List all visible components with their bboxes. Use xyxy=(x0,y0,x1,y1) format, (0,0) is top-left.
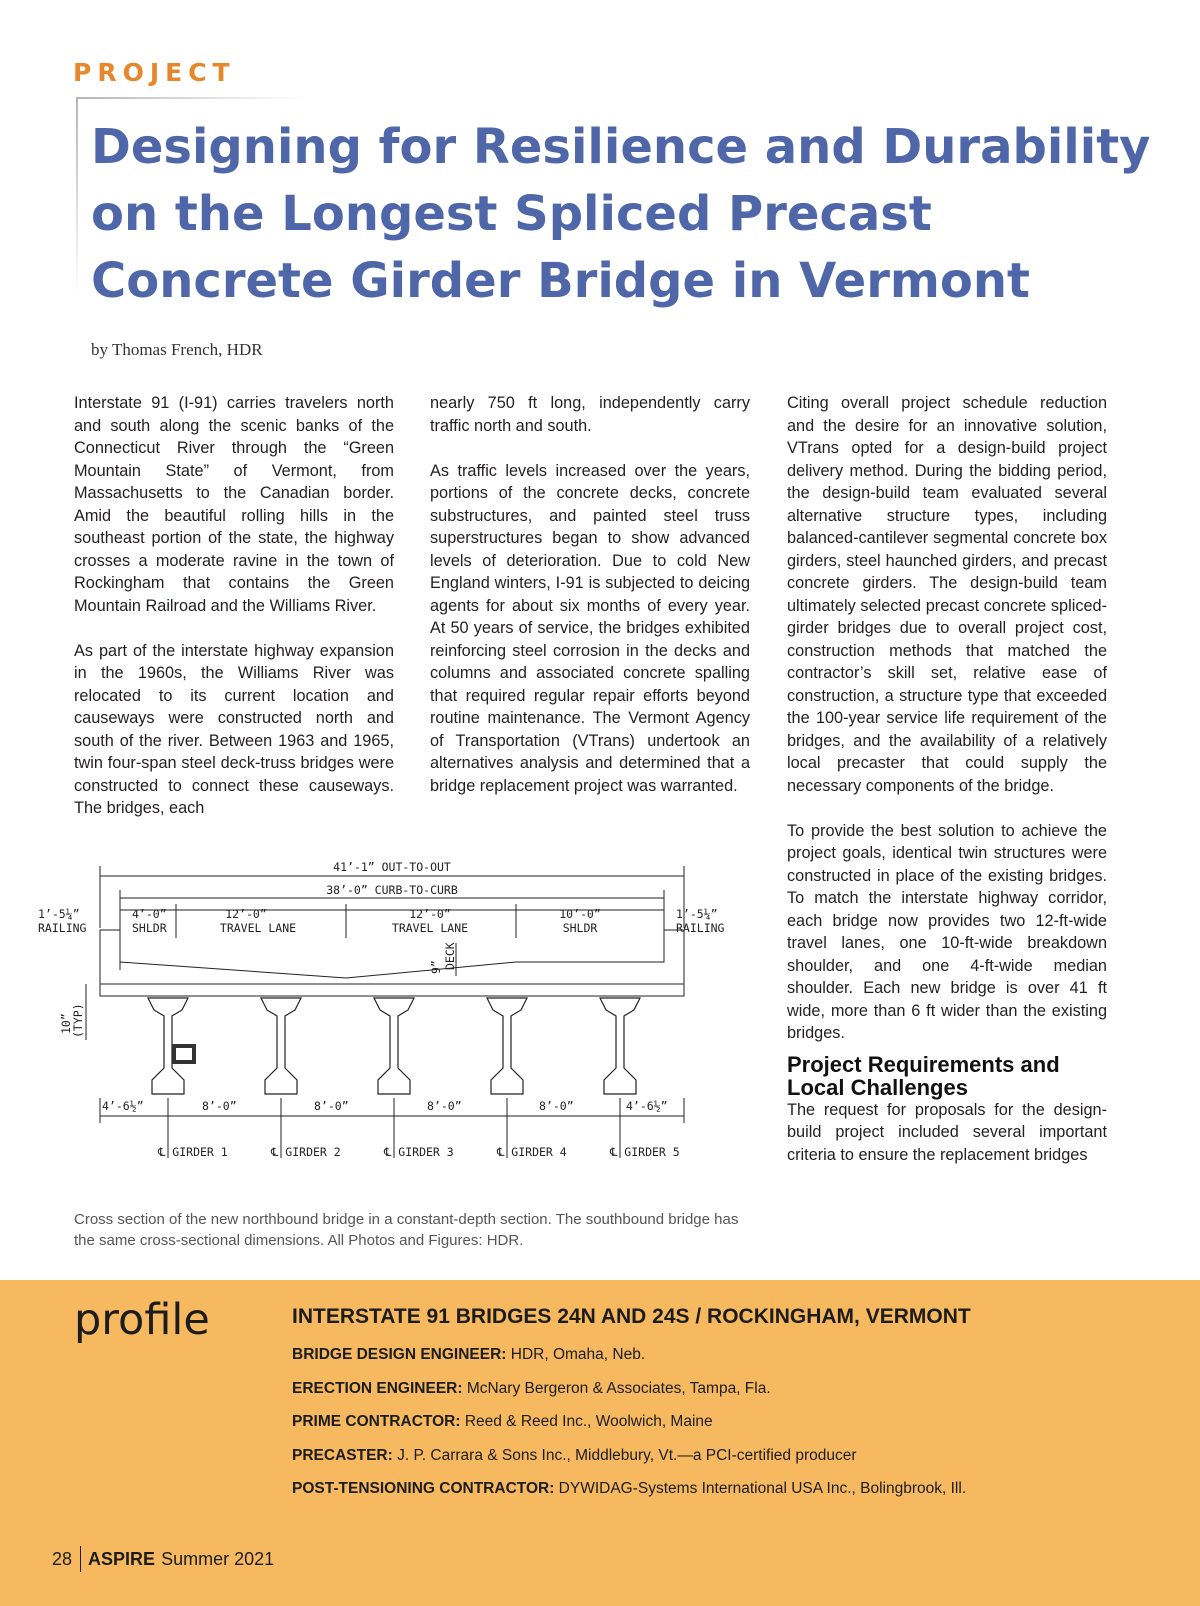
title-frame-top xyxy=(76,97,306,99)
spacing-label: 8’-0” xyxy=(427,1099,462,1113)
title-frame-left xyxy=(76,97,78,297)
profile-row xyxy=(292,1379,1172,1399)
profile-heading: INTERSTATE 91 BRIDGES 24N AND 24S / ROCKINGHAM, VERMONT xyxy=(292,1305,971,1328)
profile-row xyxy=(292,1345,1172,1365)
girder-5-shape xyxy=(600,998,640,1094)
paragraph: nearly 750 ft long, independently carry traffic north and south. xyxy=(430,394,750,435)
shldr-left-dim: 4’-0” xyxy=(132,907,167,921)
footer-divider xyxy=(80,1546,81,1572)
page-number: 28 xyxy=(52,1548,73,1569)
figure-caption: Cross section of the new northbound bridge in a constant-depth section. The southbound bridge has the same cross-sectional dimensions. All Photos and Figures: HDR. xyxy=(74,1211,739,1249)
shldr-right-label: SHLDR xyxy=(562,921,598,935)
profile-row-label: PRIME CONTRACTOR: xyxy=(292,1413,461,1430)
lane2-dim: 12’-0” xyxy=(409,907,451,921)
shldr-right-dim: 10’-0” xyxy=(559,907,601,921)
lane1-dim: 12’-0” xyxy=(225,907,267,921)
byline: by Thomas French, HDR xyxy=(91,340,263,359)
profile-row xyxy=(292,1479,1172,1499)
section-heading: Project Requirements and Local Challenges xyxy=(787,1051,1060,1100)
girder-label: ℄ GIRDER 5 xyxy=(610,1145,680,1159)
haunch-dim: 10” xyxy=(59,1013,73,1034)
deck-dim: 9” xyxy=(429,960,443,974)
profile-row-value: HDR, Omaha, Neb. xyxy=(510,1346,646,1363)
page-footer xyxy=(52,1546,274,1572)
lane1-label: TRAVEL LANE xyxy=(219,921,297,935)
out-to-out-label: 41’-1” OUT-TO-OUT xyxy=(333,860,451,874)
profile-rows xyxy=(292,1345,1172,1513)
section-label: PROJECT xyxy=(73,58,236,87)
lane2-label: TRAVEL LANE xyxy=(391,921,469,935)
column-2 xyxy=(430,392,750,797)
profile-row-label: POST-TENSIONING CONTRACTOR: xyxy=(292,1480,555,1497)
spacing-label: 4’-6½” xyxy=(626,1099,668,1113)
profile-row-value: DYWIDAG-Systems International USA Inc., Bolingbrook, Ill. xyxy=(558,1480,967,1497)
girder-label: ℄ GIRDER 3 xyxy=(384,1145,454,1159)
profile-row-value: McNary Bergeron & Associates, Tampa, Fla. xyxy=(466,1379,771,1397)
girder-3-shape xyxy=(374,998,414,1094)
column-1 xyxy=(74,392,394,820)
railing-right-label: RAILING xyxy=(676,921,725,935)
girder-label: ℄ GIRDER 2 xyxy=(271,1145,341,1159)
profile-row-value: J. P. Carrara & Sons Inc., Middlebury, Vt.—a PCI-certified producer xyxy=(397,1446,857,1464)
issue-label: Summer 2021 xyxy=(161,1548,275,1569)
paragraph: Interstate 91 (I-91) carries travelers north and south along the scenic banks of the Connecticut River through the “Green Mountain State” of Vermont, from Massachusetts to the Canadian border. Amid the beautiful rolling hills in the southeast portion of the state, the highway crosses a moderate ravine in the town of Rockingham that contains the Green Mountain Railroad and the Williams River. xyxy=(74,394,394,615)
spacing-label: 8’-0” xyxy=(314,1099,349,1113)
girder-label: ℄ GIRDER 4 xyxy=(497,1145,567,1159)
girder-4-shape xyxy=(487,998,527,1094)
profile-row-label: PRECASTER: xyxy=(292,1446,393,1464)
spacing-label: 8’-0” xyxy=(202,1099,237,1113)
paragraph: As traffic levels increased over the years, portions of the concrete decks, concrete substructures, and painted steel truss superstructures began to show advanced levels of deterioration. Due to cold New England winters, I-91 is subjected to deicing agents for about six months of every year. At 50 years of service, the bridges exhibited reinforcing steel corrosion in the decks and columns and associated concrete spalling that required regular repair efforts beyond routine maintenance. The Vermont Agency of Transportation (VTrans) undertook an alternatives analysis and determined that a bridge replacement project was warranted. xyxy=(430,461,750,795)
cross-section-figure xyxy=(36,858,756,1203)
profile-row xyxy=(292,1446,1172,1466)
profile-row-value: Reed & Reed Inc., Woolwich, Maine xyxy=(464,1413,713,1430)
girder-2-shape xyxy=(261,998,301,1094)
railing-left-dim: 1’-5¼” xyxy=(38,907,80,921)
profile-word: profile xyxy=(74,1295,210,1345)
girder-label: ℄ GIRDER 1 xyxy=(158,1145,228,1159)
paragraph: To provide the best solution to achieve the project goals, identical twin structures were constructed in place of the existing bridges. To match the interstate highway corridor, each bridge now provides two 12-ft-wide travel lanes, one 10-ft-wide breakdown shoulder, and one 4-ft-wide median shoulder. Each new bridge is over 41 ft wide, more than 6 ft wider than the existing bridges. xyxy=(787,821,1107,1042)
haunch-label: (TYP) xyxy=(71,1003,85,1038)
cross-section-drawing xyxy=(36,858,756,1203)
deck-label: DECK xyxy=(443,942,457,970)
diaphragm-bracket xyxy=(172,1044,196,1064)
article-title: Designing for Resilience and Durability on the Longest Spliced Precast Concrete Girder Bridge in Vermont xyxy=(91,119,1151,309)
paragraph: The request for proposals for the design-build project included several important criteria to ensure the replacement bridges xyxy=(787,1100,1107,1164)
paragraph: As part of the interstate highway expansion in the 1960s, the Williams River was relocated to its current location and causeways were constructed north and south of the river. Between 1963 and 1965, twin four-span steel deck-truss bridges were constructed to connect these causeways. The bridges, each xyxy=(74,641,394,817)
magazine-name: ASPIRE xyxy=(88,1548,156,1569)
paragraph: Citing overall project schedule reduction and the desire for an innovative solution, VTrans opted for a design-build project delivery method. During the bidding period, the design-build team evaluated several alternative structure types, including balanced-cantilever segmental concrete box girders, steel haunched girders, and precast concrete girders. The design-build team ultimately selected precast concrete spliced-girder bridges due to overall project cost, construction methods that matched the contractor’s skill set, relative ease of construction, a structure type that exceeded the 100-year service life requirement of the bridges, and the availability of a relatively local precaster that could supply the necessary components of the bridge. xyxy=(787,394,1107,795)
railing-right-dim: 1’-5¼” xyxy=(676,907,718,921)
spacing-label: 8’-0” xyxy=(539,1099,574,1113)
profile-row-label: BRIDGE DESIGN ENGINEER: xyxy=(292,1346,507,1363)
profile-row xyxy=(292,1412,1172,1432)
railing-left-label: RAILING xyxy=(38,921,87,935)
profile-row-label: ERECTION ENGINEER: xyxy=(292,1379,463,1397)
curb-to-curb-label: 38’-0” CURB-TO-CURB xyxy=(326,883,458,897)
spacing-label: 4’-6½” xyxy=(102,1099,144,1113)
column-3 xyxy=(787,392,1107,1166)
shldr-left-label: SHLDR xyxy=(132,921,167,935)
